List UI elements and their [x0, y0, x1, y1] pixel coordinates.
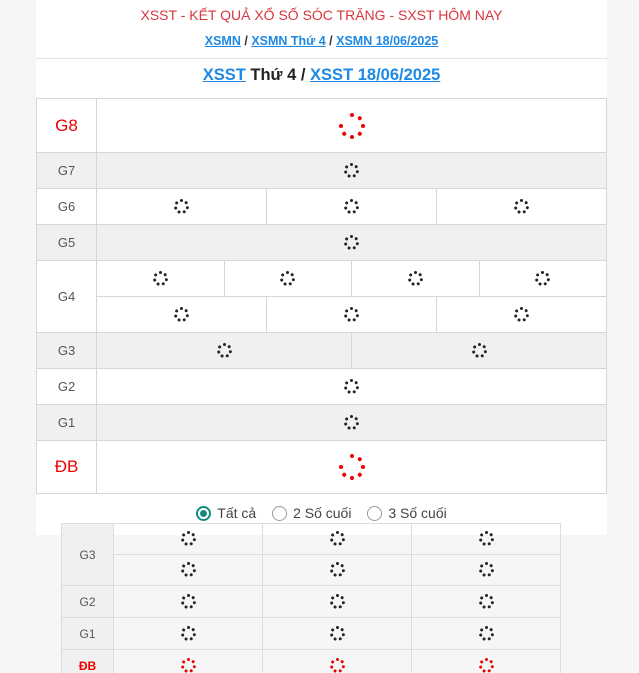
prize-label: G8: [37, 99, 97, 153]
result-heading-date-link[interactable]: XSST 18/06/2025: [310, 66, 441, 84]
radio-label: 3 Số cuối: [388, 505, 447, 521]
prize-label: G4: [37, 261, 97, 333]
loading-spinner-icon: [152, 270, 168, 286]
loading-spinner-icon: [329, 593, 345, 609]
radio-selected-icon[interactable]: [196, 506, 211, 521]
prize-cell: [437, 189, 607, 225]
loading-spinner-icon: [535, 270, 551, 286]
prize-label: G2: [62, 586, 114, 618]
loading-spinner-icon: [180, 625, 196, 641]
loading-spinner-icon: [344, 198, 360, 214]
prize-row-g4b: [37, 297, 607, 333]
loading-spinner-icon: [344, 306, 360, 322]
table-row: [62, 524, 561, 555]
loading-spinner-icon: [338, 453, 366, 481]
loading-spinner-icon: [344, 378, 360, 394]
prize-cell: [352, 261, 480, 297]
prize-cell: [412, 586, 561, 618]
radio-icon[interactable]: [367, 506, 382, 521]
prize-cell: [412, 524, 561, 555]
prize-cell: [97, 441, 607, 494]
breadcrumb-xsmn-thu4[interactable]: XSMN Thứ 4: [251, 34, 326, 48]
loading-spinner-icon: [216, 342, 232, 358]
prize-cell: [263, 650, 412, 673]
loading-spinner-icon: [180, 562, 196, 578]
loading-spinner-icon: [174, 198, 190, 214]
prize-row-g4: [37, 261, 607, 297]
loading-spinner-icon: [478, 657, 494, 673]
prize-row-db: [37, 441, 607, 494]
table-row: [62, 586, 561, 618]
loading-spinner-icon: [329, 562, 345, 578]
table-row: [62, 555, 561, 586]
loading-spinner-icon: [338, 112, 366, 140]
prize-row-g6: [37, 189, 607, 225]
table-row: [62, 650, 561, 673]
prize-label: G2: [37, 369, 97, 405]
results-table: [36, 98, 607, 494]
prize-label: G1: [62, 618, 114, 650]
result-heading-day: Thứ 4: [250, 66, 297, 84]
breadcrumb-xsmn[interactable]: XSMN: [204, 34, 241, 48]
loading-spinner-icon: [180, 593, 196, 609]
loading-spinner-icon: [180, 657, 196, 673]
prize-row-g3: [37, 333, 607, 369]
loading-spinner-icon: [344, 162, 360, 178]
prize-row-g7: [37, 153, 607, 189]
breadcrumb-separator: /: [244, 34, 248, 48]
prize-row-g8: [37, 99, 607, 153]
breadcrumb-separator: /: [329, 34, 333, 48]
prize-cell: [224, 261, 352, 297]
prize-cell: [114, 555, 263, 586]
prize-cell: [267, 297, 437, 333]
prize-label: G7: [37, 153, 97, 189]
prize-cell: [479, 261, 607, 297]
loading-spinner-icon: [174, 306, 190, 322]
filter-2-digits-radio[interactable]: [272, 505, 351, 521]
prize-row-g5: [37, 225, 607, 261]
loading-spinner-icon: [180, 531, 196, 547]
loading-spinner-icon: [478, 562, 494, 578]
prize-cell: [114, 618, 263, 650]
page-title: XSST - KẾT QUẢ XỔ SỐ SÓC TRĂNG - SXST HÔM NAY: [140, 7, 503, 23]
loading-spinner-icon: [344, 234, 360, 250]
digit-filter: [36, 505, 607, 524]
loading-spinner-icon: [329, 531, 345, 547]
prize-cell: [412, 650, 561, 673]
prize-cell: [97, 99, 607, 153]
prize-cell: [412, 555, 561, 586]
divider: [36, 58, 607, 59]
prize-row-g2: [37, 369, 607, 405]
result-heading: [36, 66, 607, 85]
prize-cell: [97, 405, 607, 441]
prize-cell: [352, 333, 607, 369]
table-row: [62, 618, 561, 650]
prize-cell: [97, 261, 225, 297]
prize-cell: [263, 524, 412, 555]
lottery-card: [36, 0, 607, 535]
prize-cell: [412, 618, 561, 650]
breadcrumb-xsmn-date[interactable]: XSMN 18/06/2025: [336, 34, 439, 48]
radio-label: Tất cả: [217, 505, 257, 521]
loading-spinner-icon: [478, 593, 494, 609]
loading-spinner-icon: [407, 270, 423, 286]
prize-cell: [97, 225, 607, 261]
loading-spinner-icon: [344, 414, 360, 430]
prize-cell: [263, 555, 412, 586]
prize-label: G1: [37, 405, 97, 441]
filter-3-digits-radio[interactable]: [367, 505, 446, 521]
prize-cell: [437, 297, 607, 333]
loading-spinner-icon: [280, 270, 296, 286]
prize-cell: [114, 650, 263, 673]
prize-row-g1: [37, 405, 607, 441]
loading-spinner-icon: [329, 657, 345, 673]
prize-label: ĐB: [62, 650, 114, 673]
prize-cell: [97, 153, 607, 189]
secondary-results-table: [61, 523, 561, 673]
prize-cell: [97, 333, 352, 369]
prize-cell: [114, 586, 263, 618]
radio-label: 2 Số cuối: [293, 505, 352, 521]
prize-label: G6: [37, 189, 97, 225]
breadcrumb: [36, 34, 607, 48]
loading-spinner-icon: [514, 306, 530, 322]
prize-cell: [97, 369, 607, 405]
loading-spinner-icon: [471, 342, 487, 358]
prize-cell: [97, 189, 267, 225]
prize-label: G3: [62, 524, 114, 586]
filter-all-radio[interactable]: [196, 505, 256, 521]
loading-spinner-icon: [329, 625, 345, 641]
loading-spinner-icon: [514, 198, 530, 214]
prize-cell: [267, 189, 437, 225]
radio-icon[interactable]: [272, 506, 287, 521]
loading-spinner-icon: [478, 625, 494, 641]
prize-cell: [97, 297, 267, 333]
prize-label: G3: [37, 333, 97, 369]
result-heading-separator: /: [300, 66, 306, 84]
prize-label: G5: [37, 225, 97, 261]
loading-spinner-icon: [478, 531, 494, 547]
prize-cell: [114, 524, 263, 555]
prize-cell: [263, 586, 412, 618]
prize-cell: [263, 618, 412, 650]
result-heading-xsst-link[interactable]: XSST: [202, 66, 246, 84]
prize-label: ĐB: [37, 441, 97, 494]
